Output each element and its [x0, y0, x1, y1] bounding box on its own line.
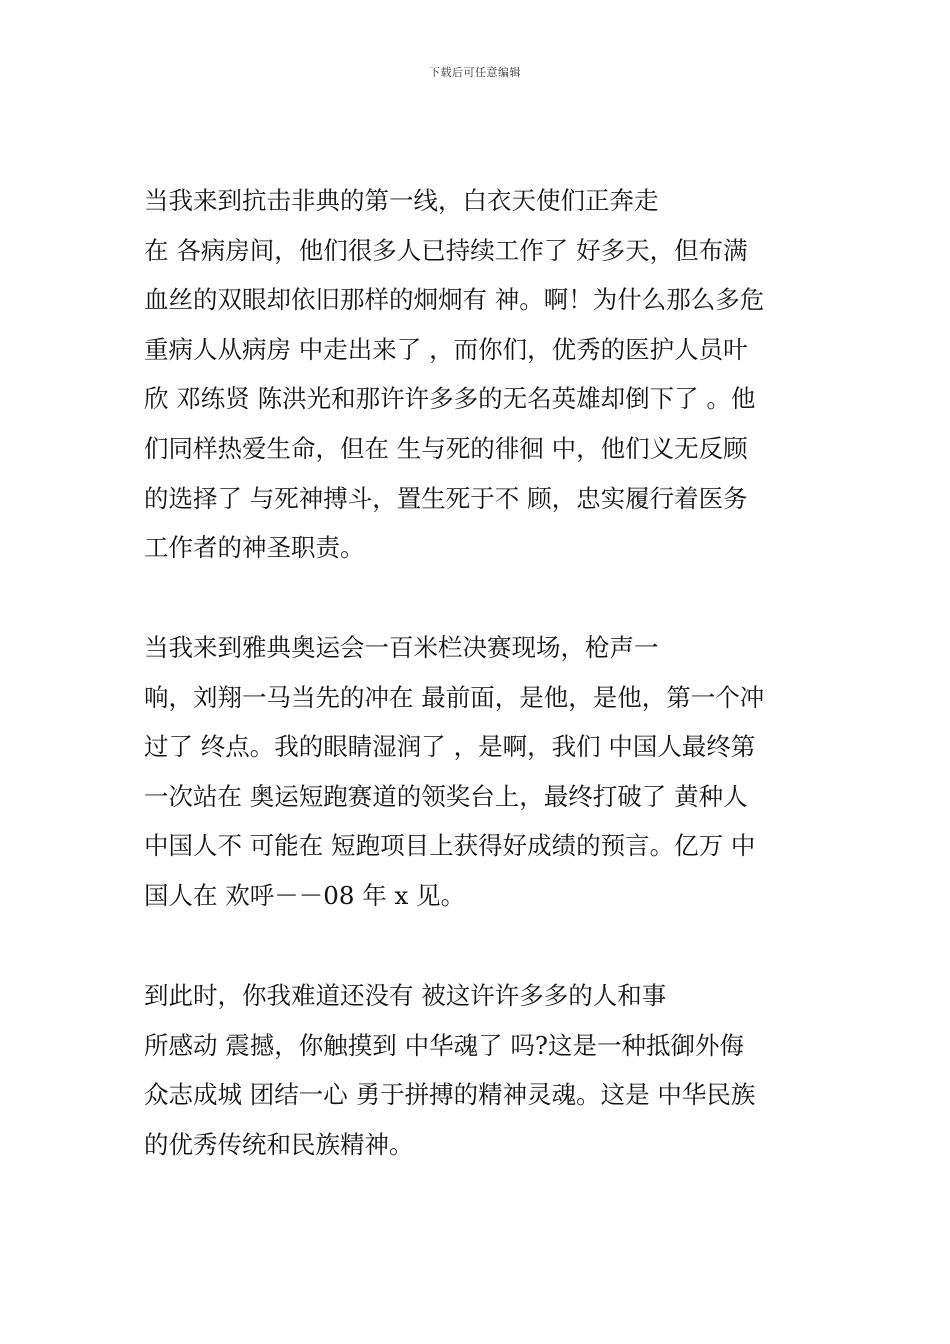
header-note: 下载后可任意编辑 [429, 66, 521, 79]
paragraph-sars-frontline: 当我来到抗击非典的第一线，白衣天使们正奔走 在 各病房间，他们很多人已持续工作了 好多天，但布满 血丝的双眼却依旧那样的炯炯有 神。啊！为什么那么多危 重病人从病房 中走出来了 ，而你们，优秀的医护人员叶 欣 邓练贤 陈洪光和那许许多多的无名英雄却倒下了 。他 们同样热爱生命，但在 生与死的徘徊 中，他们义无反顾 的选择了 与死神搏斗，置生死于不 顾，忠实履行着医务 工作者的神圣职责。 [144, 186, 765, 563]
paragraph-athens-olympics: 当我来到雅典奥运会一百米栏决赛现场，枪声一 响，刘翔一马当先的冲在 最前面，是他，是他，第一个冲 过了 终点。我的眼睛湿润了 ，是啊，我们 中国人最终第 一次站在 奥运短跑赛道的领奖台上，最终打破了 黄种人 中国人不 可能在 短跑项目上获得好成绩的预言。亿万 中 国人在 欢呼－－08 年 x 见。 [144, 633, 765, 910]
paragraph-national-spirit: 到此时，你我难道还没有 被这许许多多的人和事 所感动 震撼，你触摸到 中华魂了 吗?这是一种抵御外侮 众志成城 团结一心 勇于拼搏的精神灵魂。这是 中华民族 的优秀传统和民族精神。 [144, 981, 756, 1159]
